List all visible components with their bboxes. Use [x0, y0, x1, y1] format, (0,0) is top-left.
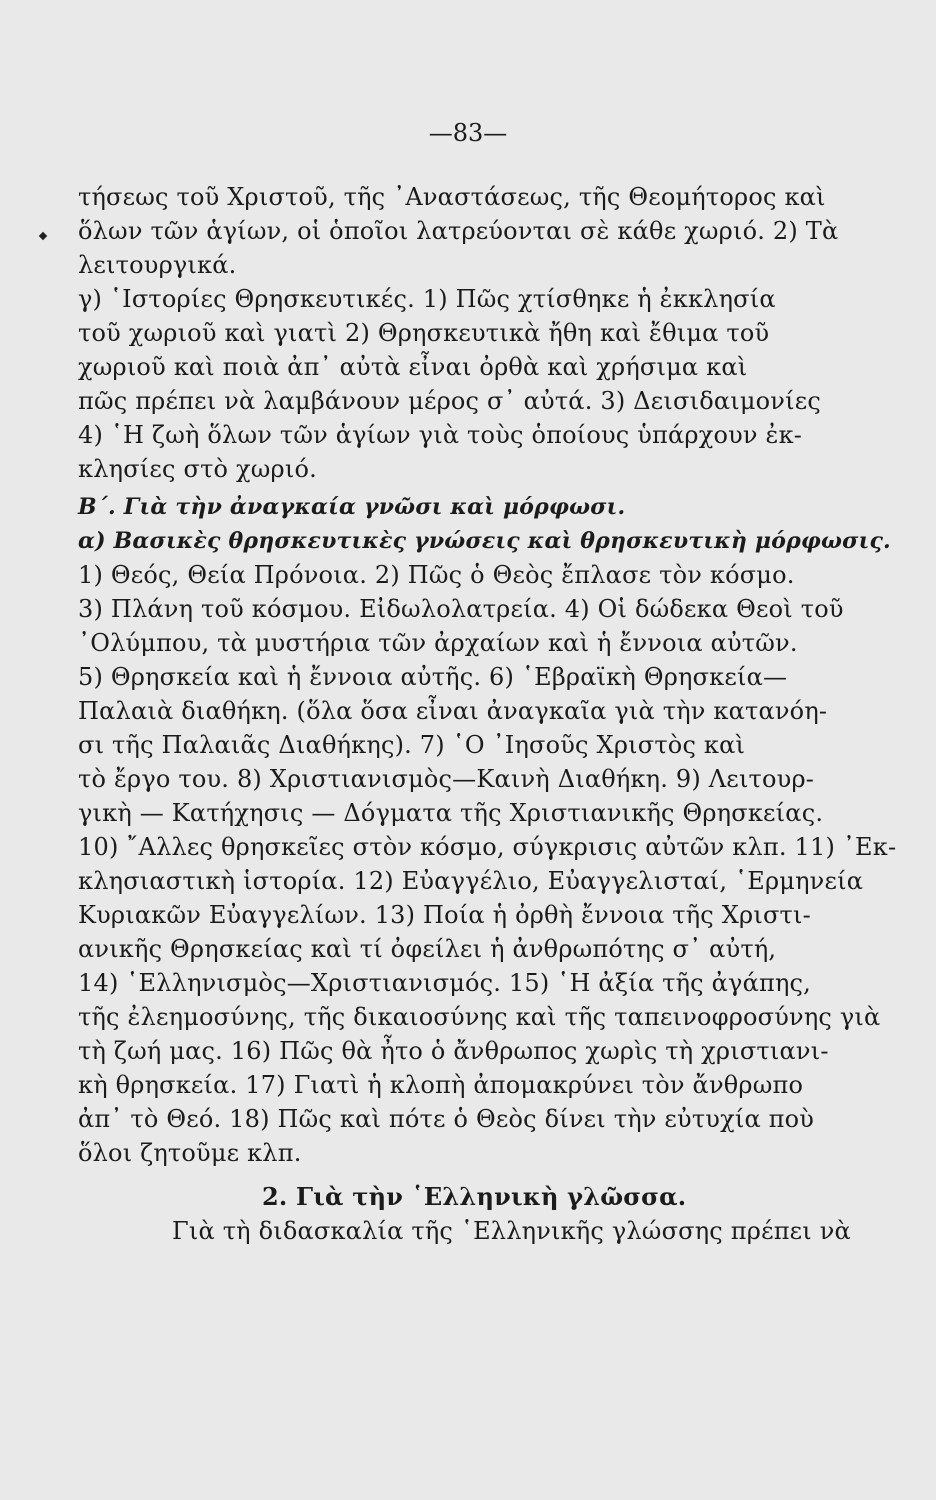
subheading: α) Βασικὲς θρησκευτικὲς γνώσεις καὶ θρησκευτικὴ μόρφωσις. — [78, 528, 891, 554]
text-line: τὴ ζωή μας. 16) Πῶς θὰ ἦτο ὁ ἄνθρωπος χωρὶς τὴ χριστιανι- — [78, 1037, 829, 1065]
text-line: λειτουργικά. — [78, 251, 237, 279]
text-line: σι τῆς Παλαιᾶς Διαθήκης). 7) ῾Ο ᾿Ιησοῦς Χριστὸς καὶ — [78, 731, 746, 759]
text-line: 3) Πλάνη τοῦ κόσμου. Εἰδωλολατρεία. 4) Οἱ δώδεκα Θεοὶ τοῦ — [78, 595, 844, 623]
page-number: —83— — [428, 119, 508, 147]
text-line: χωριοῦ καὶ ποιὰ ἀπ᾿ αὐτὰ εἶναι ὀρθὰ καὶ χρήσιμα καὶ — [78, 353, 748, 381]
text-line: 1) Θεός, Θεία Πρόνοια. 2) Πῶς ὁ Θεὸς ἔπλασε τὸν κόσμο. — [78, 561, 795, 589]
text-line: τήσεως τοῦ Χριστοῦ, τῆς ᾿Αναστάσεως, τῆς Θεομήτορος καὶ — [78, 183, 826, 211]
text-line: κλησίες στὸ χωριό. — [78, 455, 317, 483]
subheading: Β΄. Γιὰ τὴν ἀναγκαία γνῶσι καὶ μόρφωσι. — [78, 494, 626, 520]
text-line: 5) Θρησκεία καὶ ἡ ἔννοια αὐτῆς. 6) ῾Εβραϊκὴ Θρησκεία— — [78, 663, 788, 691]
text-line: 4) ῾Η ζωὴ ὅλων τῶν ἁγίων γιὰ τοὺς ὁποίους ὑπάρχουν ἐκ- — [78, 421, 803, 449]
text-line: 10) ῎Αλλες θρησκεῖες στὸν κόσμο, σύγκρισις αὐτῶν κλπ. 11) ᾿Εκ- — [78, 833, 897, 861]
text-line: κὴ θρησκεία. 17) Γιατὶ ἡ κλοπὴ ἀπομακρύνει τὸν ἄνθρωπο — [78, 1071, 804, 1099]
text-line: ὅλοι ζητοῦμε κλπ. — [78, 1139, 302, 1167]
text-line: 14) ῾Ελληνισμὸς—Χριστιανισμός. 15) ῾Η ἀξία τῆς ἀγάπης, — [78, 969, 812, 997]
text-line: Παλαιὰ διαθήκη. (ὅλα ὅσα εἶναι ἀναγκαῖα γιὰ τὴν κατανόη- — [78, 697, 828, 725]
text-line: κλησιαστικὴ ἱστορία. 12) Εὐαγγέλιο, Εὐαγγελισταί, ῾Ερμηνεία — [78, 867, 864, 895]
text-line: γ) ῾Ιστορίες Θρησκευτικές. 1) Πῶς χτίσθηκε ἡ ἐκκλησία — [78, 285, 776, 313]
section-heading: 2. Γιὰ τὴν ῾Ελληνικὴ γλῶσσα. — [262, 1182, 687, 1211]
text-line: τὸ ἔργο του. 8) Χριστιανισμὸς—Καινὴ Διαθήκη. 9) Λειτουρ- — [78, 765, 815, 793]
text-line: ανικῆς Θρησκείας καὶ τί ὀφείλει ἡ ἀνθρωπότης σ᾿ αὐτή, — [78, 935, 777, 963]
text-line: πῶς πρέπει νὰ λαμβάνουν μέρος σ᾿ αὐτά. 3) Δεισιδαιμονίες — [78, 387, 821, 415]
text-line: τῆς ἐλεημοσύνης, τῆς δικαιοσύνης καὶ τῆς ταπεινοφροσύνης γιὰ — [78, 1003, 881, 1031]
text-line: τοῦ χωριοῦ καὶ γιατὶ 2) Θρησκευτικὰ ἤθη καὶ ἔθιμα τοῦ — [78, 319, 770, 347]
text-line: γικὴ — Κατήχησις — Δόγματα τῆς Χριστιανικῆς Θρησκείας. — [78, 799, 824, 827]
text-line: ἀπ᾿ τὸ Θεό. 18) Πῶς καὶ πότε ὁ Θεὸς δίνει τὴν εὐτυχία ποὺ — [78, 1105, 815, 1133]
text-line: Κυριακῶν Εὐαγγελίων. 13) Ποία ἡ ὀρθὴ ἔννοια τῆς Χριστι- — [78, 901, 811, 929]
final-text-line: Γιὰ τὴ διδασκαλία τῆς ῾Ελληνικῆς γλώσσης πρέπει νὰ — [172, 1217, 851, 1245]
text-line: ᾿Ολύμπου, τὰ μυστήρια τῶν ἀρχαίων καὶ ἡ ἔννοια αὐτῶν. — [78, 629, 798, 657]
text-line: ὅλων τῶν ἁγίων, οἱ ὁποῖοι λατρεύονται σὲ κάθε χωριό. 2) Τὰ — [78, 217, 839, 245]
margin-mark — [39, 232, 47, 240]
